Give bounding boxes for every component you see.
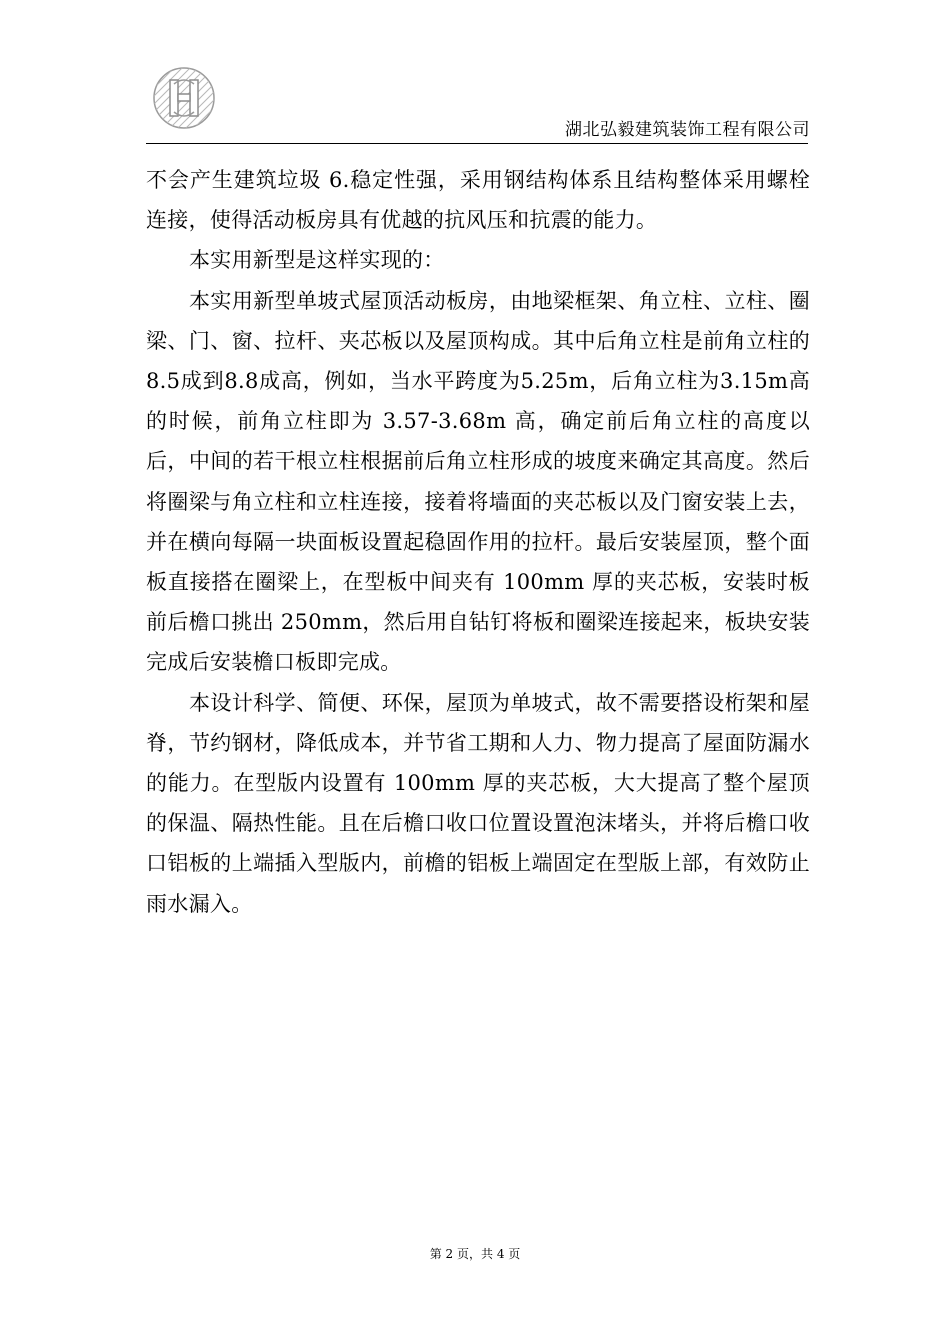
company-logo [152,66,216,130]
company-name: 湖北弘毅建筑装饰工程有限公司 [565,120,810,140]
header-rule [146,143,808,144]
document-body [146,160,810,924]
page-number: 第 2 页，共 4 页 [429,1247,521,1261]
paragraph-intro: 本实用新型是这样实现的： [189,248,445,273]
paragraph-structure: 本实用新型单坡式屋顶活动板房，由地梁框架、角立柱、立柱、圈梁、门、窗、拉杆、夹芯板以及屋顶构成。其中后角立柱是前角立柱的8.5成到8.8成高，例如，当水平跨度为5.25m，后角立柱为3.15m高的时候，前角立柱即为 3.57-3.68m 高，确定前后角立柱的高度以后，中间的若干根立柱根据前后角立柱形成的坡度来确定其高度。然后将圈梁与角立柱和立柱连接，接着将墙面的夹芯板以及门窗安装上去，并在横向每隔一块面板设置起稳固作用的拉杆。最后安装屋顶，整个面板直接搭在圈梁上，在型板中间夹有 100mm 厚的夹芯板，安装时板前后檐口挑出 250mm，然后用自钻钉将板和圈梁连接起来，板块安装完成后安装檐口板即完成。 [146,288,810,675]
paragraph-benefits: 本设计科学、简便、环保，屋顶为单坡式，故不需要搭设桁架和屋脊，节约钢材，降低成本，并节省工期和人力、物力提高了屋面防漏水的能力。在型版内设置有 100mm 厚的夹芯板，大大提高了整个屋顶的保温、隔热性能。且在后檐口收口位置设置泡沫堵头，并将后檐口收口铝板的上端插入型版内，前檐的铝板上端固定在型版上部，有效防止雨水漏入。 [146,690,810,916]
logo-emblem-icon [152,66,216,130]
paragraph-continuation: 不会产生建筑垃圾 6.稳定性强，采用钢结构体系且结构整体采用螺栓连接，使得活动板房具有优越的抗风压和抗震的能力。 [146,168,810,233]
